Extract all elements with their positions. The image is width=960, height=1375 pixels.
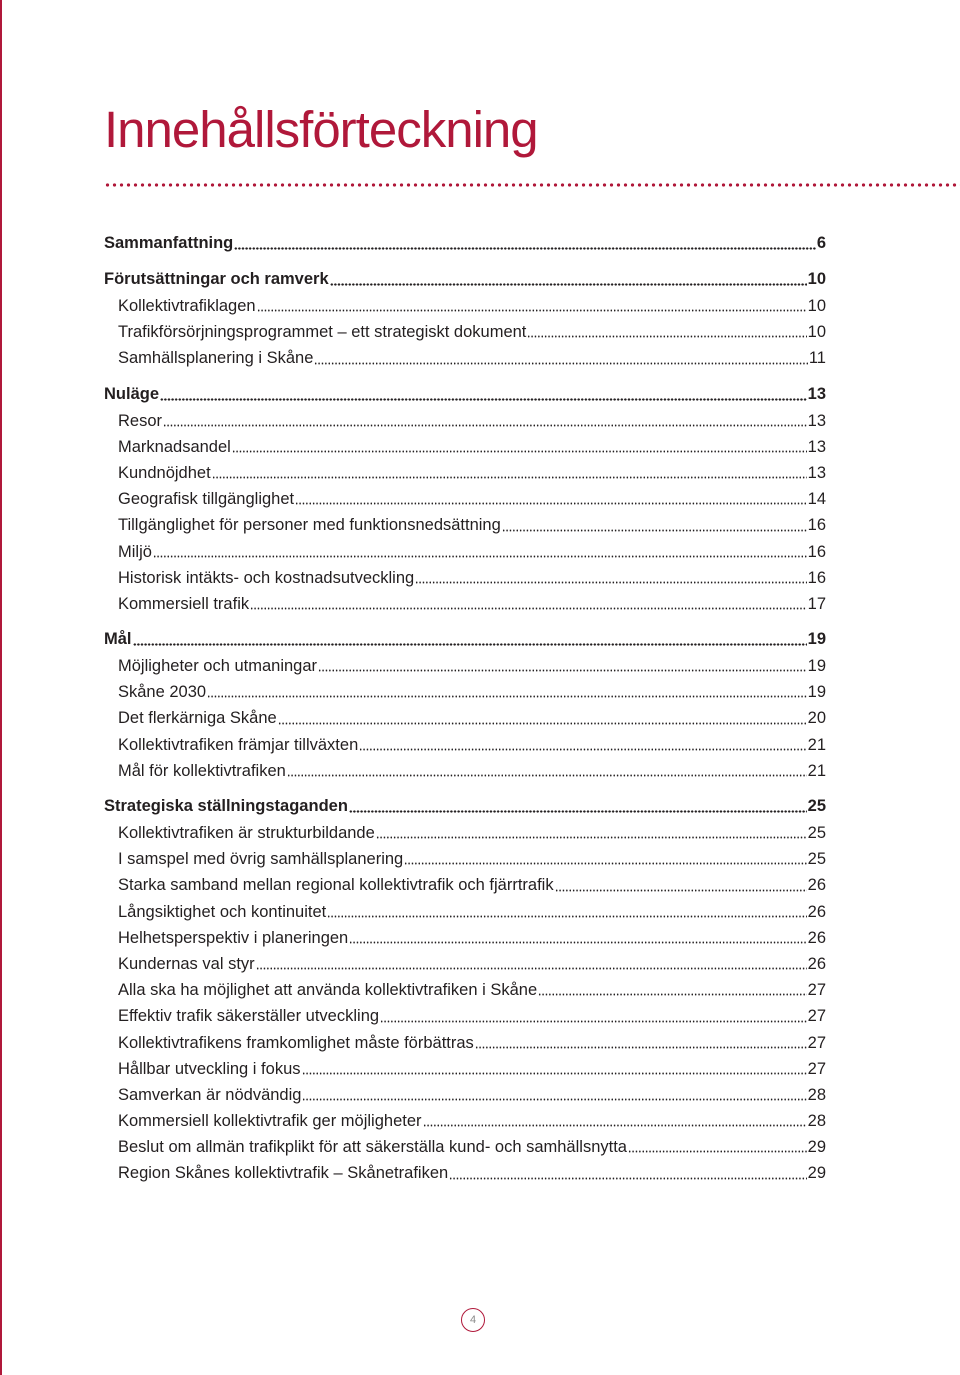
dot-leader — [423, 1123, 807, 1127]
dot-leader — [163, 423, 807, 427]
toc-page-number: 16 — [807, 516, 826, 535]
toc-entry-effektiv-trafik-sakerstaller-utveckling[interactable] — [104, 1003, 826, 1029]
toc-entry-label: Effektiv trafik säkerställer utveckling — [118, 1007, 380, 1026]
table-of-contents — [104, 230, 826, 1196]
dot-leader — [404, 861, 806, 865]
toc-page-number: 27 — [807, 1033, 826, 1052]
toc-entry-kollektivtrafiken-framjar-tillvaxten[interactable] — [104, 732, 826, 758]
toc-entry-label: Långsiktighet och kontinuitet — [118, 902, 327, 921]
dot-leader — [475, 1045, 807, 1049]
toc-entry-starka-samband-mellan-regional-kollektivtrafik-och-fjarrtrafik[interactable] — [104, 872, 826, 898]
toc-entry-trafikforsorjningsprogrammet-ett-strategiskt-dokument[interactable] — [104, 319, 826, 345]
toc-entry-historisk-intakts-och-kostnadsutveckling[interactable] — [104, 565, 826, 591]
dot-leader — [314, 361, 807, 365]
toc-entry-label: Möjligheter och utmaningar — [118, 657, 318, 676]
toc-entry-helhetsperspektiv-i-planeringen[interactable] — [104, 925, 826, 951]
toc-page-number: 26 — [807, 954, 826, 973]
dot-leader — [380, 1019, 807, 1023]
page-number-badge: 4 — [461, 1308, 485, 1332]
toc-entry-kommersiell-kollektivtrafik-ger-mojligheter[interactable] — [104, 1108, 826, 1134]
toc-page-number: 16 — [807, 568, 826, 587]
toc-page-number: 28 — [807, 1085, 826, 1104]
toc-page-number: 29 — [807, 1164, 826, 1183]
toc-page-number: 25 — [807, 797, 826, 815]
toc-entry-label: I samspel med övrig samhällsplanering — [118, 850, 404, 869]
toc-entry-skane-2030[interactable] — [104, 679, 826, 705]
toc-entry-label: Kollektivtrafikens framkomlighet måste förbättras — [118, 1033, 474, 1052]
toc-section-strategiska-stallningstaganden — [104, 793, 826, 1187]
toc-entry-label: Kollektivtrafiken främjar tillväxten — [118, 735, 359, 754]
toc-heading-strategiska-stallningstaganden[interactable] — [104, 793, 826, 820]
dot-leader — [502, 528, 807, 532]
toc-heading-sammanfattning[interactable] — [104, 230, 826, 257]
dot-leader — [212, 475, 807, 479]
toc-entry-kollektivtrafiklagen[interactable] — [104, 293, 826, 319]
toc-page-number: 11 — [808, 349, 826, 368]
dot-leader — [449, 1176, 806, 1180]
toc-entry-label: Mål för kollektivtrafiken — [118, 761, 286, 780]
toc-entry-label: Samhällsplanering i Skåne — [118, 349, 314, 368]
toc-page-number: 25 — [807, 824, 826, 842]
toc-entry-label: Kollektivtrafiken är strukturbildande — [118, 824, 375, 842]
dot-leader — [256, 966, 807, 970]
toc-entry-label: Helhetsperspektiv i planeringen — [118, 928, 349, 947]
dot-leader — [527, 334, 806, 338]
toc-entry-label: Geografisk tillgänglighet — [118, 490, 295, 509]
dot-leader — [318, 668, 807, 672]
toc-entry-label: Kollektivtrafiklagen — [118, 297, 256, 315]
toc-entry-label: Nuläge — [104, 384, 160, 403]
toc-page-number: 10 — [807, 297, 826, 315]
toc-entry-label: Tillgänglighet för personer med funktionsnedsättning — [118, 516, 501, 535]
dot-leader — [160, 397, 807, 401]
toc-entry-tillganglighet-for-personer-med-funktionsnedsattning[interactable] — [104, 512, 826, 538]
dot-leader — [538, 992, 806, 996]
dot-leader — [349, 809, 807, 813]
title-dotted-rule — [104, 183, 960, 187]
dot-leader — [555, 888, 807, 892]
dot-leader — [628, 1149, 807, 1153]
toc-entry-samverkan-ar-nodvandig[interactable] — [104, 1082, 826, 1108]
toc-heading-forutsattningar-och-ramverk[interactable] — [104, 266, 826, 293]
toc-page-number: 28 — [807, 1112, 826, 1131]
toc-entry-kundnojdhet[interactable] — [104, 460, 826, 486]
toc-entry-label: Skåne 2030 — [118, 683, 207, 702]
dot-leader — [327, 914, 806, 918]
toc-entry-kollektivtrafikens-framkomlighet-maste-forbattras[interactable] — [104, 1030, 826, 1056]
toc-entry-label: Strategiska ställningstaganden — [104, 797, 348, 815]
toc-entry-mal-for-kollektivtrafiken[interactable] — [104, 758, 826, 784]
toc-entry-label: Starka samband mellan regional kollektivtrafik och fjärrtrafik — [118, 876, 554, 895]
dot-leader — [330, 282, 807, 286]
toc-page-number: 13 — [807, 384, 826, 403]
toc-page-number: 27 — [807, 1007, 826, 1026]
toc-entry-marknadsandel[interactable] — [104, 434, 826, 460]
toc-heading-mal[interactable] — [104, 626, 826, 653]
toc-page-number: 29 — [807, 1138, 826, 1157]
toc-entry-label: Det flerkärniga Skåne — [118, 709, 277, 728]
toc-entry-label: Hållbar utveckling i fokus — [118, 1059, 301, 1078]
toc-entry-label: Alla ska ha möjlighet att använda kollektivtrafiken i Skåne — [118, 981, 538, 1000]
dot-leader — [278, 721, 807, 725]
toc-entry-samhallsplanering-i-skane[interactable] — [104, 345, 826, 371]
dot-leader — [415, 580, 806, 584]
toc-entry-label: Sammanfattning — [104, 234, 234, 252]
toc-entry-geografisk-tillganglighet[interactable] — [104, 486, 826, 512]
toc-entry-resor[interactable] — [104, 408, 826, 434]
toc-page-number: 27 — [807, 981, 826, 1000]
dot-leader — [257, 308, 807, 312]
toc-entry-label: Marknadsandel — [118, 437, 231, 456]
toc-page-number: 14 — [807, 490, 826, 509]
toc-page-number: 26 — [807, 876, 826, 895]
toc-page-number: 10 — [807, 323, 826, 342]
toc-entry-mojligheter-och-utmaningar[interactable] — [104, 653, 826, 679]
toc-entry-label: Mål — [104, 630, 132, 649]
toc-page-number: 19 — [807, 630, 826, 649]
toc-page-number: 6 — [816, 234, 826, 252]
toc-page-number: 26 — [807, 902, 826, 921]
dot-leader — [302, 1071, 807, 1075]
page-title: Innehållsförteckning — [104, 101, 538, 158]
toc-entry-i-samspel-med-ovrig-samhallsplanering[interactable] — [104, 846, 826, 872]
dot-leader — [232, 449, 807, 453]
toc-page-number: 16 — [807, 542, 826, 561]
toc-entry-kollektivtrafiken-ar-strukturbildande[interactable] — [104, 820, 826, 846]
toc-entry-kommersiell-trafik[interactable] — [104, 591, 826, 617]
toc-entry-kundernas-val-styr[interactable] — [104, 951, 826, 977]
toc-page-number: 19 — [807, 683, 826, 702]
toc-entry-label: Kommersiell kollektivtrafik ger möjligheter — [118, 1112, 422, 1131]
toc-section-nulage — [104, 381, 826, 618]
toc-page-number: 25 — [807, 850, 826, 869]
toc-section-sammanfattning — [104, 230, 826, 257]
toc-entry-beslut-om-allman-trafikplikt-for-att-sakerstalla-kund-och-samhallsnytta[interactable] — [104, 1134, 826, 1160]
dot-leader — [133, 642, 807, 646]
toc-page-number: 27 — [807, 1059, 826, 1078]
toc-entry-label: Region Skånes kollektivtrafik – Skånetrafiken — [118, 1164, 449, 1183]
toc-page-number: 26 — [807, 928, 826, 947]
dot-leader — [349, 940, 806, 944]
toc-page-number: 13 — [807, 411, 826, 430]
toc-entry-label: Samverkan är nödvändig — [118, 1085, 302, 1104]
dot-leader — [359, 747, 806, 751]
toc-entry-det-flerkarniga-skane[interactable] — [104, 705, 826, 731]
toc-entry-label: Förutsättningar och ramverk — [104, 270, 329, 288]
toc-heading-nulage[interactable] — [104, 381, 826, 408]
toc-entry-label: Kundnöjdhet — [118, 463, 211, 482]
toc-entry-label: Miljö — [118, 542, 152, 561]
dot-leader — [295, 501, 807, 505]
toc-section-mal — [104, 626, 826, 784]
dot-leader — [250, 606, 807, 610]
toc-page-number: 13 — [807, 463, 826, 482]
toc-page-number: 21 — [807, 735, 826, 754]
page-edge-rule — [0, 0, 2, 1375]
toc-entry-label: Kommersiell trafik — [118, 594, 250, 613]
toc-entry-miljo[interactable] — [104, 539, 826, 565]
toc-entry-alla-ska-ha-mojlighet-att-anvanda-kollektivtrafiken-i-skane[interactable] — [104, 977, 826, 1003]
toc-page-number: 10 — [807, 270, 826, 288]
toc-page-number: 13 — [807, 437, 826, 456]
toc-entry-label: Resor — [118, 411, 163, 430]
toc-entry-label: Historisk intäkts- och kostnadsutveckling — [118, 568, 415, 587]
toc-page-number: 20 — [807, 709, 826, 728]
toc-entry-label: Kundernas val styr — [118, 954, 255, 973]
toc-entry-label: Trafikförsörjningsprogrammet – ett strategiskt dokument — [118, 323, 527, 342]
dot-leader — [287, 773, 807, 777]
dot-leader — [234, 246, 816, 250]
dot-leader — [376, 835, 807, 839]
toc-page-number: 17 — [807, 594, 826, 613]
toc-section-forutsattningar-och-ramverk — [104, 266, 826, 372]
toc-entry-region-skanes-kollektivtrafik-skanetrafiken[interactable] — [104, 1160, 826, 1186]
toc-page-number: 21 — [807, 761, 826, 780]
toc-entry-label: Beslut om allmän trafikplikt för att säkerställa kund- och samhällsnytta — [118, 1138, 627, 1157]
dot-leader — [302, 1097, 806, 1101]
toc-entry-hallbar-utveckling-i-fokus[interactable] — [104, 1056, 826, 1082]
toc-page-number: 19 — [807, 657, 826, 676]
dot-leader — [153, 554, 807, 558]
dot-leader — [207, 694, 807, 698]
toc-entry-langsiktighet-och-kontinuitet[interactable] — [104, 899, 826, 925]
